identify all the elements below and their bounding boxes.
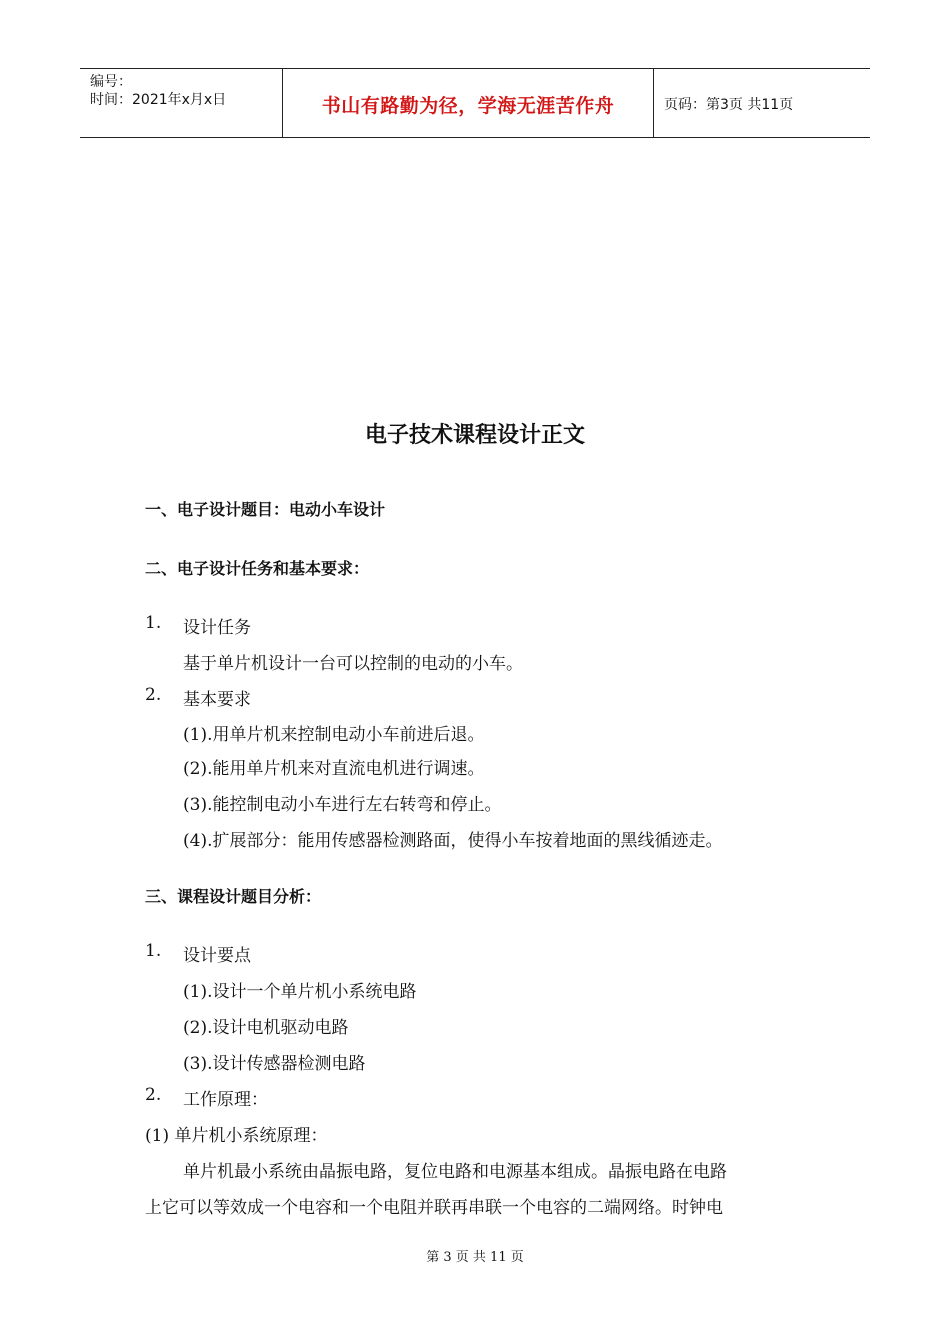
list-item: 设计任务: [183, 618, 251, 638]
point-item: (1).设计一个单片机小系统电路: [183, 982, 417, 1002]
page-footer: 第 3 页 共 11 页: [426, 1250, 524, 1265]
list-item: 工作原理：: [183, 1090, 268, 1110]
paragraph: 基于单片机设计一台可以控制的电动的小车。: [183, 654, 523, 674]
requirement-item: (2).能用单片机来对直流电机进行调速。: [183, 759, 485, 779]
section-heading-2: 二、电子设计任务和基本要求：: [145, 559, 370, 578]
requirement-item: (1).用单片机来控制电动小车前进后退。: [183, 725, 485, 745]
point-item: (3).设计传感器检测电路: [183, 1054, 366, 1074]
list-number: 2.: [145, 1085, 162, 1105]
list-number: 1.: [145, 613, 162, 633]
header-motto-cell: [283, 69, 654, 137]
section-heading-1: 一、电子设计题目：电动小车设计: [145, 500, 386, 519]
header-table: [80, 68, 870, 138]
list-number: 2.: [145, 685, 162, 705]
page-label: 页码：第3页 共11页: [664, 97, 794, 113]
subsection-heading: (1) 单片机小系统原理：: [145, 1126, 328, 1146]
requirement-item: (4).扩展部分：能用传感器检测路面，使得小车按着地面的黑线循迹走。: [183, 831, 723, 851]
header-page-cell: [654, 69, 870, 137]
list-item: 基本要求: [183, 690, 251, 710]
point-item: (2).设计电机驱动电路: [183, 1018, 349, 1038]
time-label: 时间：2021年x月x日: [90, 92, 227, 108]
motto: 书山有路勤为径，学海无涯苦作舟: [321, 95, 615, 117]
number-label: 编号：: [90, 74, 132, 90]
document-title: 电子技术课程设计正文: [364, 423, 585, 448]
section-heading-3: 三、课程设计题目分析：: [145, 887, 322, 906]
requirement-item: (3).能控制电动小车进行左右转弯和停止。: [183, 795, 502, 815]
paragraph-line: 上它可以等效成一个电容和一个电阻并联再串联一个电容的二端网络。时钟电: [145, 1198, 723, 1218]
header-meta-cell: [80, 69, 283, 137]
list-number: 1.: [145, 941, 162, 961]
list-item: 设计要点: [183, 946, 251, 966]
paragraph-line: 单片机最小系统由晶振电路，复位电路和电源基本组成。晶振电路在电路: [183, 1162, 727, 1182]
